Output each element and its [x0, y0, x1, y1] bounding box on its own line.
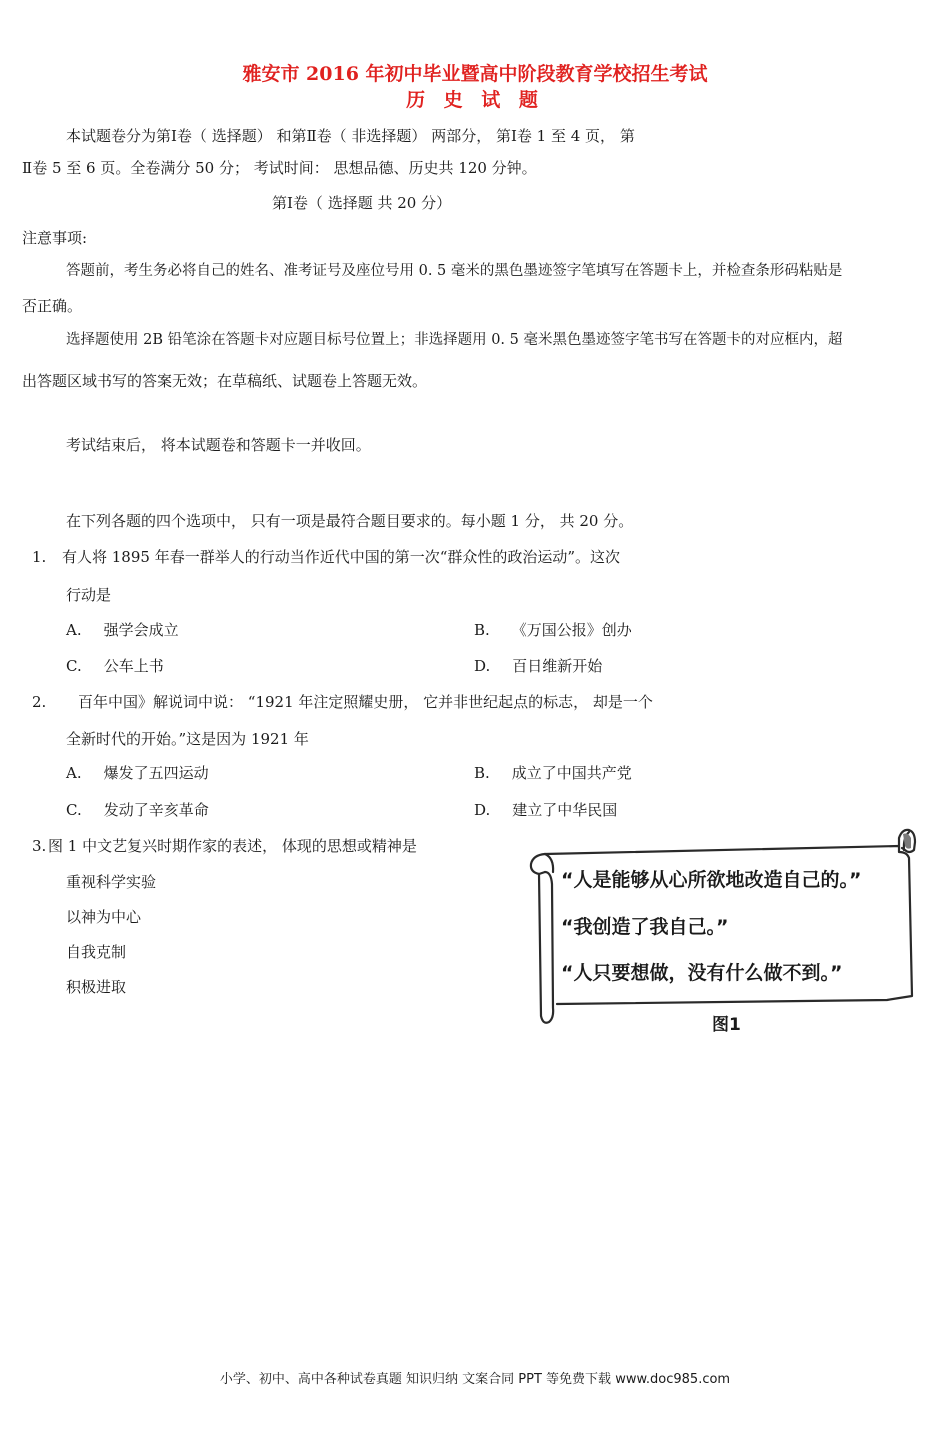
instruction: 在下列各题的四个选项中， 只有一项是最符合题目要求的。每小题 1 分， 共 20 分。	[66, 512, 634, 530]
option-1: 重视科学实验	[66, 873, 157, 891]
option-a: A. 强学会成立	[66, 621, 179, 639]
note-2-line-2: 出答题区域书写的答案无效；在草稿纸、试题卷上答题无效。	[22, 372, 428, 390]
question-stem-cont: 全新时代的开始。”这是因为 1921 年	[66, 730, 309, 748]
note-1-line-1: 答题前，考生务必将自己的姓名、准考证号及座位号用 0. 5 毫米的黑色墨迹签字笔填写在答题卡上，并检查条形码粘贴是	[66, 263, 843, 279]
intro-line-2: Ⅱ卷 5 至 6 页。全卷满分 50 分； 考试时间： 思想品德、历史共 120 分钟。	[22, 159, 537, 177]
section-title: 第Ⅰ卷（ 选择题 共 20 分）	[272, 194, 452, 212]
option-d: D. 百日维新开始	[474, 657, 603, 675]
option-d: D. 建立了中华民国	[474, 801, 618, 819]
question-stem: 有人将 1895 年春一群举人的行动当作近代中国的第一次“群众性的政治运动”。这次	[62, 548, 621, 566]
figure-label: 图1	[712, 1015, 741, 1035]
quote-3: “人只要想做，没有什么做不到。”	[561, 962, 843, 984]
option-b: B. 成立了中国共产党	[474, 764, 632, 782]
quote-1: “人是能够从心所欲地改造自己的。”	[561, 869, 862, 891]
question-number: 2.	[32, 693, 47, 711]
option-3: 自我克制	[66, 943, 127, 961]
option-a: A. 爆发了五四运动	[66, 764, 209, 782]
note-3: 考试结束后， 将本试题卷和答题卡一并收回。	[66, 436, 371, 454]
page-footer: 小学、初中、高中各种试卷真题 知识归纳 文案合同 PPT 等免费下载 www.doc985.com	[219, 1372, 731, 1387]
question-number: 1.	[32, 548, 47, 566]
option-2: 以神为中心	[66, 908, 142, 926]
note-2-line-1: 选择题使用 2B 铅笔涂在答题卡对应题目标号位置上；非选择题用 0. 5 毫米黑色墨迹签字笔书写在答题卡的对应框内，超	[66, 332, 843, 348]
intro-line-1: 本试题卷分为第Ⅰ卷（ 选择题） 和第Ⅱ卷（ 非选择题） 两部分， 第Ⅰ卷 1 至 4 页， 第	[66, 127, 635, 145]
option-4: 积极进取	[66, 978, 127, 996]
exam-subtitle: 历 史 试 题	[406, 89, 544, 111]
figure-1-scroll	[527, 828, 919, 1028]
question-stem: 百年中国》解说词中说： “1921 年注定照耀史册， 它并非世纪起点的标志， 却是一个	[78, 693, 653, 711]
quote-2: “我创造了我自己。”	[561, 916, 729, 938]
question-stem: 图 1 中文艺复兴时期作家的表述， 体现的思想或精神是	[48, 837, 417, 855]
notes-label: 注意事项:	[22, 229, 88, 247]
note-1-line-2: 否正确。	[22, 297, 83, 315]
question-stem-cont: 行动是	[66, 586, 112, 604]
option-c: C. 公车上书	[66, 657, 164, 675]
option-b: B. 《万国公报》创办	[474, 621, 632, 639]
option-c: C. 发动了辛亥革命	[66, 801, 209, 819]
exam-title: 雅安市 2016 年初中毕业暨高中阶段教育学校招生考试	[242, 63, 708, 85]
question-number: 3.	[32, 837, 47, 855]
